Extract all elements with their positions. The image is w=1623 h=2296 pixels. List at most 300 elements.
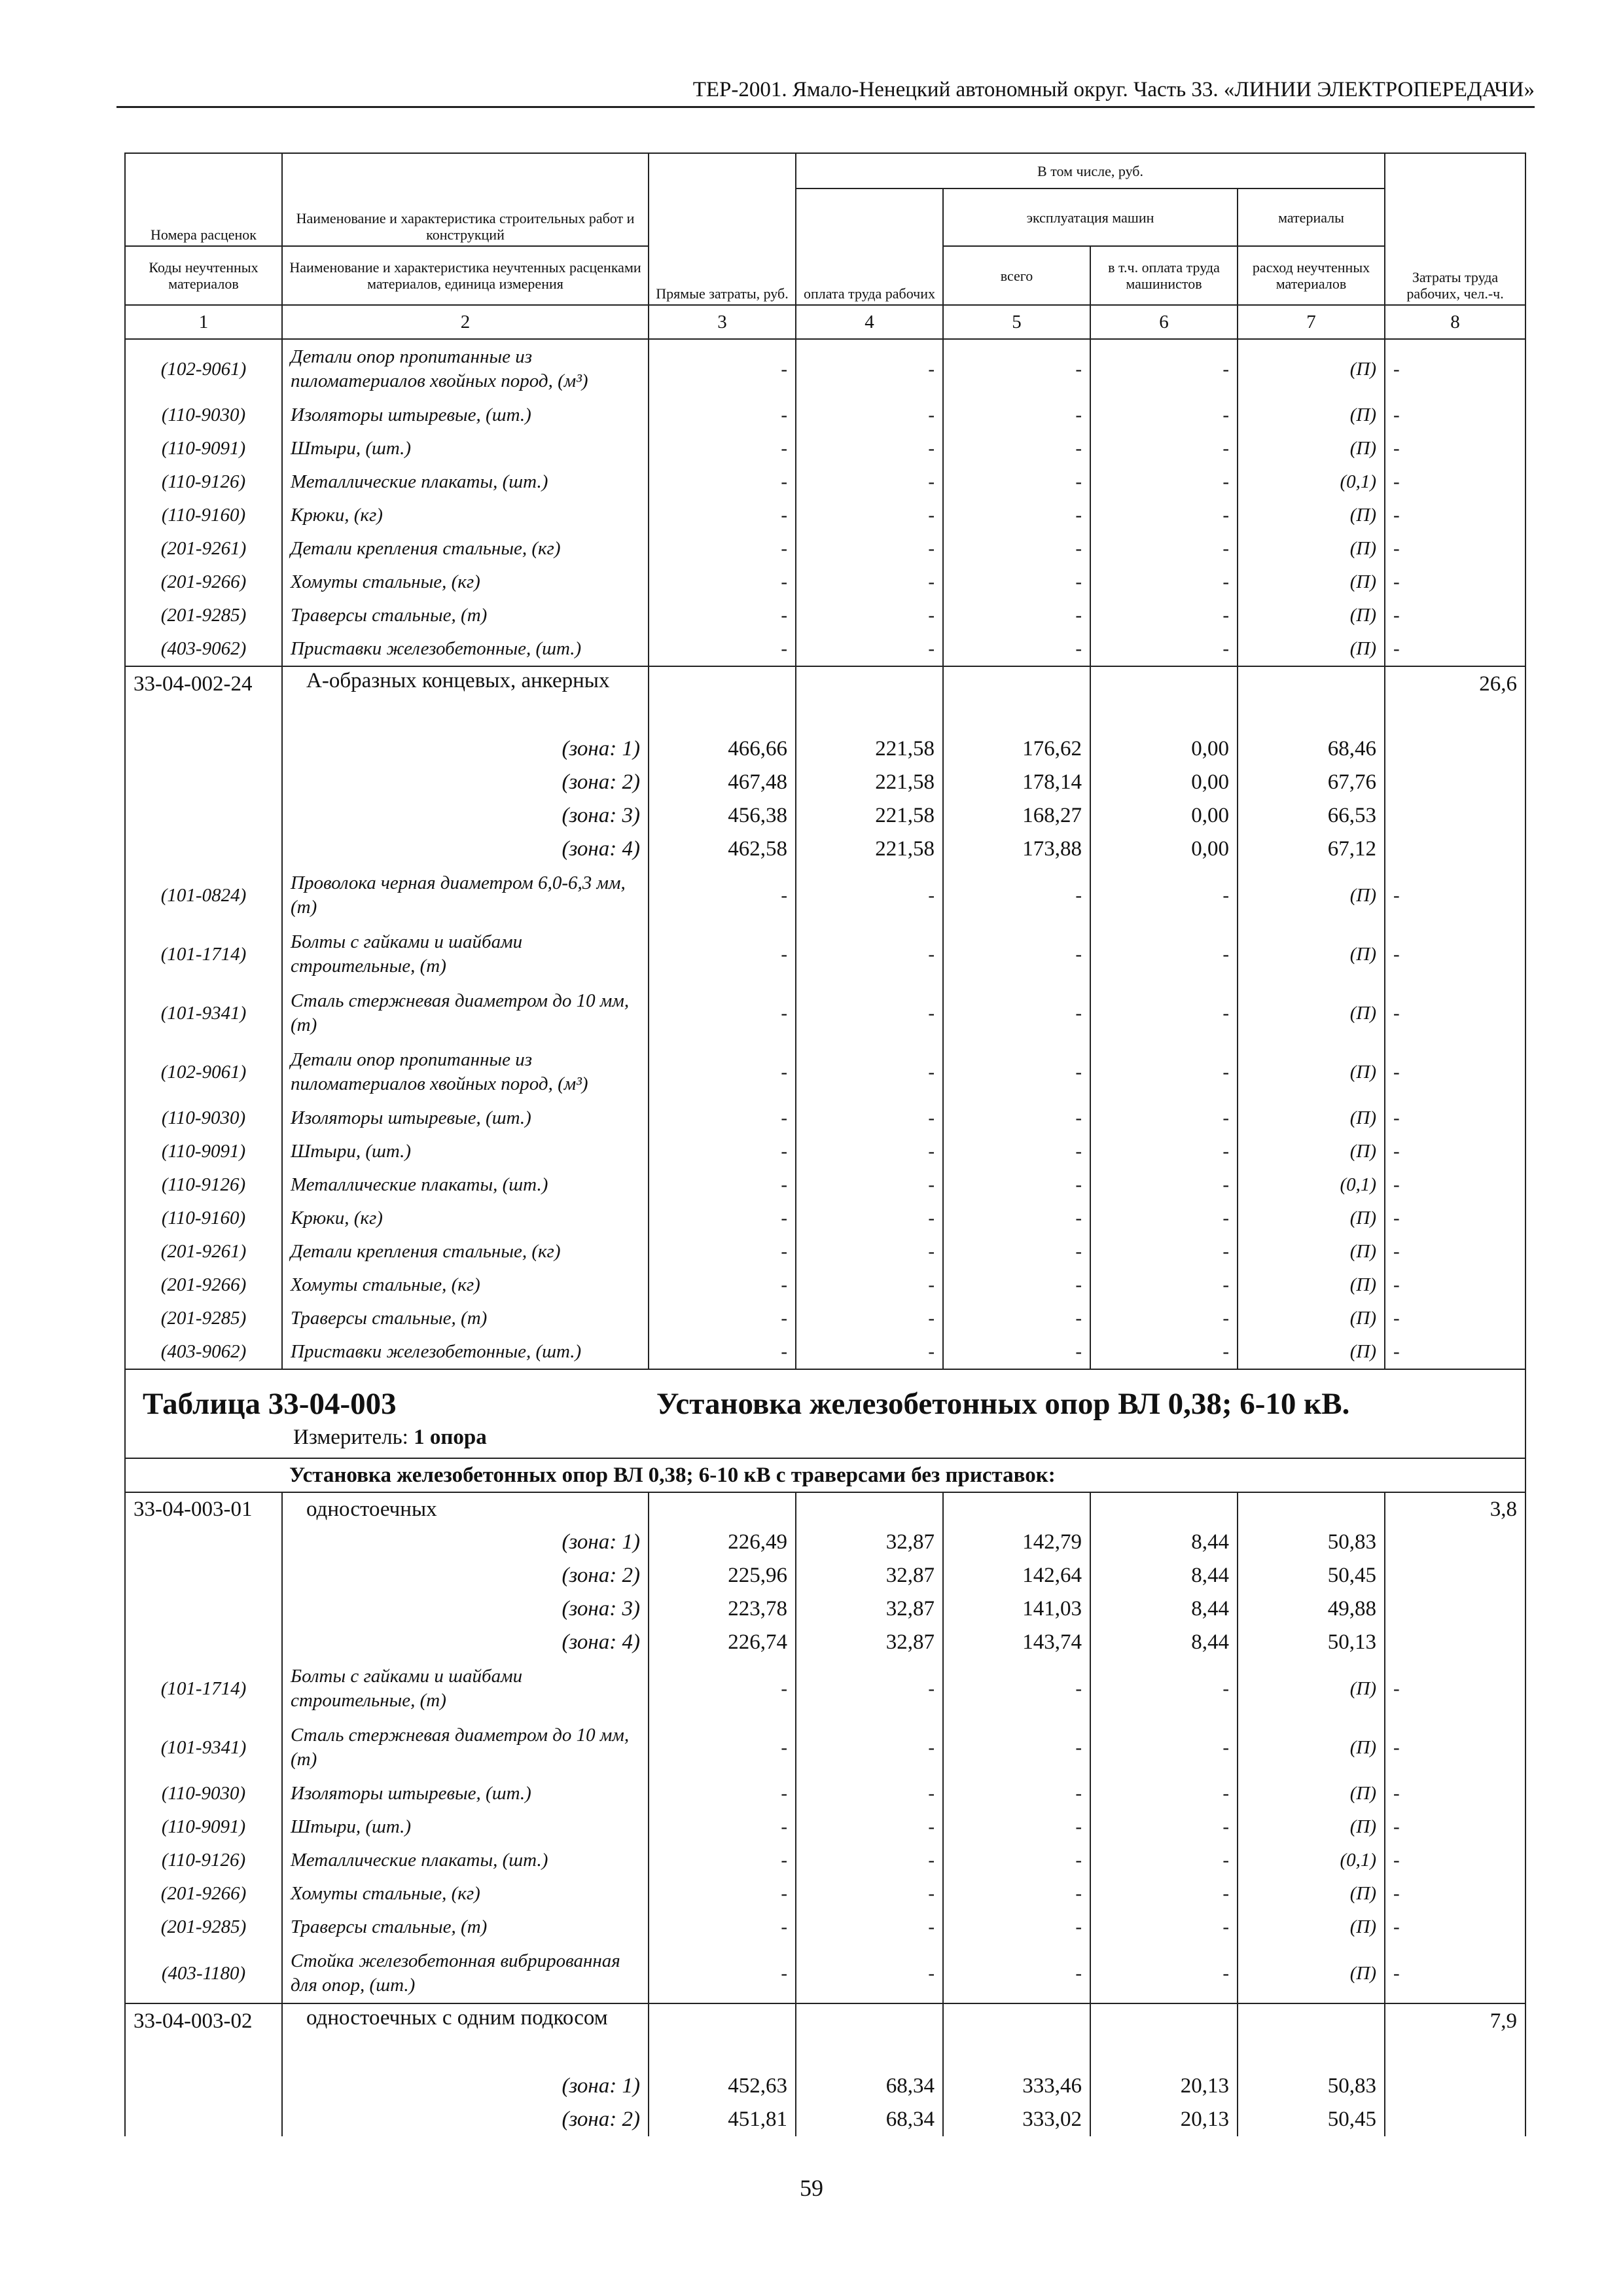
dash-cell: - [1385,1944,1525,2003]
zone-mat: 68,46 [1238,732,1385,766]
dash-cell: - [943,1844,1090,1877]
rate-code: 33-04-003-01 [125,1492,282,1526]
material-code: (110-9030) [125,1777,282,1810]
dash-cell: - [649,1718,796,1777]
empty-cell [1385,1592,1525,1626]
zone-mat: 50,13 [1238,1626,1385,1659]
meter-value: 1 опора [414,1425,487,1449]
dash-cell: - [1385,565,1525,599]
dash-cell: - [796,339,943,399]
empty-cell [1385,1626,1525,1659]
dash-cell: - [1090,499,1238,532]
dash-cell: - [1090,1135,1238,1168]
material-qty: (П) [1238,599,1385,632]
dash-cell: - [1385,1810,1525,1844]
material-code: (110-9126) [125,1844,282,1877]
dash-cell: - [796,1659,943,1718]
dash-cell: - [943,1910,1090,1944]
material-name: Детали опор пропитанные из пиломатериалов хвойных пород, (м³) [282,339,649,399]
material-qty: (П) [1238,1202,1385,1235]
dash-cell: - [1090,1043,1238,1102]
zone-pay: 221,58 [796,799,943,833]
material-code: (110-9091) [125,1135,282,1168]
dash-cell: - [943,1335,1090,1369]
dash-cell: - [649,1877,796,1910]
dash-cell: - [1385,1202,1525,1235]
material-code: (201-9261) [125,532,282,565]
dash-cell: - [1385,1659,1525,1718]
dash-cell: - [1385,1335,1525,1369]
material-code: (110-9160) [125,499,282,532]
dash-cell: - [1385,1235,1525,1268]
dash-cell: - [943,432,1090,465]
material-qty: (П) [1238,432,1385,465]
rate-row [125,1492,1525,1526]
zone-direct: 223,78 [649,1592,796,1626]
material-row [125,1810,1525,1844]
material-row [125,599,1525,632]
dash-cell: - [649,339,796,399]
material-name: Проволока черная диаметром 6,0-6,3 мм, (т) [282,866,649,925]
dash-cell: - [943,565,1090,599]
material-row [125,1268,1525,1302]
zone-mach: 173,88 [943,833,1090,866]
zone-row [125,1592,1525,1626]
zone-row [125,1626,1525,1659]
zone-pay: 221,58 [796,732,943,766]
dash-cell: - [1090,532,1238,565]
material-qty: (П) [1238,1268,1385,1302]
dash-cell: - [649,1043,796,1102]
dash-cell: - [1090,1659,1238,1718]
zone-row [125,799,1525,833]
dash-cell: - [943,1102,1090,1135]
material-name: Траверсы стальные, (т) [282,1302,649,1335]
dash-cell: - [943,1659,1090,1718]
dash-cell: - [1385,984,1525,1043]
rate-name: А-образных концевых, анкерных [282,666,649,732]
material-name: Хомуты стальные, (кг) [282,1877,649,1910]
dash-cell: - [1385,1877,1525,1910]
material-qty: (П) [1238,399,1385,432]
dash-cell: - [943,866,1090,925]
dash-cell: - [1385,1777,1525,1810]
zone-pay: 221,58 [796,833,943,866]
empty-cell [1385,1526,1525,1559]
zone-mat: 49,88 [1238,1592,1385,1626]
dash-cell: - [1090,1202,1238,1235]
material-name: Металлические плакаты, (шт.) [282,1168,649,1202]
dash-cell: - [796,532,943,565]
material-name: Металлические плакаты, (шт.) [282,465,649,499]
material-name: Изоляторы штыревые, (шт.) [282,1777,649,1810]
empty-cell [125,1526,282,1559]
zone-direct: 226,49 [649,1526,796,1559]
material-name: Траверсы стальные, (т) [282,599,649,632]
dash-cell: - [649,1202,796,1235]
material-code: (201-9266) [125,1877,282,1910]
dash-cell: - [943,925,1090,984]
dash-cell: - [943,1043,1090,1102]
dash-cell: - [649,984,796,1043]
material-qty: (П) [1238,1944,1385,2003]
zone-row [125,833,1525,866]
rate-row [125,2003,1525,2070]
empty-cell [1090,2003,1238,2070]
zone-mat: 67,76 [1238,766,1385,799]
material-code: (110-9160) [125,1202,282,1235]
dash-cell: - [649,1777,796,1810]
material-qty: (П) [1238,1877,1385,1910]
dash-cell: - [943,465,1090,499]
rate-code: 33-04-003-02 [125,2003,282,2070]
material-row [125,1168,1525,1202]
col1-header-top: Номера расценок [125,153,282,246]
empty-cell [649,666,796,732]
material-name: Траверсы стальные, (т) [282,1910,649,1944]
zone-row [125,1559,1525,1592]
dash-cell: - [796,1910,943,1944]
material-code: (403-1180) [125,1944,282,2003]
zone-machpay: 8,44 [1090,1526,1238,1559]
col8-header: Затраты труда рабочих, чел.-ч. [1385,153,1525,305]
dash-cell: - [796,499,943,532]
dash-cell: - [943,339,1090,399]
col4-header: оплата труда рабочих [796,188,943,305]
dash-cell: - [1385,632,1525,666]
material-code: (101-1714) [125,1659,282,1718]
material-row [125,1335,1525,1369]
col-number: 2 [282,305,649,339]
material-code: (110-9030) [125,399,282,432]
dash-cell: - [1385,1168,1525,1202]
dash-cell: - [1385,499,1525,532]
material-code: (102-9061) [125,339,282,399]
material-code: (110-9126) [125,1168,282,1202]
page-header: ТЕР-2001. Ямало-Ненецкий автономный округ. Часть 33. «ЛИНИИ ЭЛЕКТРОПЕРЕДАЧИ» [116,73,1535,108]
dash-cell: - [1090,1910,1238,1944]
material-row [125,866,1525,925]
empty-cell [1238,666,1385,732]
material-row [125,1302,1525,1335]
empty-cell [649,1492,796,1526]
table-title-block [125,1369,1525,1458]
zone-label: (зона: 2) [282,766,649,799]
dash-cell: - [1090,1944,1238,2003]
material-qty: (П) [1238,984,1385,1043]
dash-cell: - [1090,1844,1238,1877]
dash-cell: - [943,599,1090,632]
dash-cell: - [1090,599,1238,632]
zone-mach: 143,74 [943,1626,1090,1659]
material-code: (201-9285) [125,1302,282,1335]
material-name: Штыри, (шт.) [282,1135,649,1168]
zone-machpay: 8,44 [1090,1626,1238,1659]
dash-cell: - [649,1135,796,1168]
dash-cell: - [1090,1810,1238,1844]
material-code: (403-9062) [125,632,282,666]
zone-direct: 456,38 [649,799,796,833]
dash-cell: - [1090,399,1238,432]
zone-direct: 225,96 [649,1559,796,1592]
dash-cell: - [796,432,943,465]
zone-mach: 168,27 [943,799,1090,833]
material-name: Крюки, (кг) [282,499,649,532]
material-name: Приставки железобетонные, (шт.) [282,632,649,666]
material-row [125,984,1525,1043]
material-row [125,399,1525,432]
zone-pay: 68,34 [796,2070,943,2103]
dash-cell: - [1090,1102,1238,1135]
table-subtitle: Установка железобетонных опор ВЛ 0,38; 6-10 кВ с траверсами без приставок: [125,1458,1525,1492]
zone-direct: 467,48 [649,766,796,799]
empty-cell [125,833,282,866]
material-qty: (П) [1238,499,1385,532]
zone-mat: 67,12 [1238,833,1385,866]
dash-cell: - [796,1043,943,1102]
dash-cell: - [649,1235,796,1268]
empty-cell [1385,732,1525,766]
dash-cell: - [796,1235,943,1268]
material-row [125,465,1525,499]
material-row [125,1102,1525,1135]
col-number: 1 [125,305,282,339]
zone-row [125,2070,1525,2103]
material-row [125,565,1525,599]
dash-cell: - [796,599,943,632]
col-number: 3 [649,305,796,339]
dash-cell: - [796,1302,943,1335]
empty-cell [125,799,282,833]
dash-cell: - [1385,432,1525,465]
zone-mat: 50,45 [1238,1559,1385,1592]
rate-row [125,666,1525,732]
machines-header: эксплуатация машин [943,188,1238,246]
zone-label: (зона: 3) [282,799,649,833]
dash-cell: - [796,1718,943,1777]
col1-header-bottom: Коды неучтенных материалов [125,246,282,305]
dash-cell: - [649,565,796,599]
dash-cell: - [1090,984,1238,1043]
dash-cell: - [649,1102,796,1135]
zone-mat: 66,53 [1238,799,1385,833]
dash-cell: - [943,632,1090,666]
dash-cell: - [943,1777,1090,1810]
material-name: Изоляторы штыревые, (шт.) [282,399,649,432]
dash-cell: - [796,1777,943,1810]
material-code: (201-9266) [125,1268,282,1302]
empty-cell [125,2103,282,2136]
table-name: Установка железобетонных опор ВЛ 0,38; 6-10 кВ. [656,1386,1350,1421]
zone-pay: 32,87 [796,1526,943,1559]
material-code: (102-9061) [125,1043,282,1102]
empty-cell [125,1592,282,1626]
material-code: (201-9266) [125,565,282,599]
dash-cell: - [1385,599,1525,632]
empty-cell [1385,2070,1525,2103]
zone-machpay: 8,44 [1090,1559,1238,1592]
zone-mach: 176,62 [943,732,1090,766]
page-number: 59 [800,2175,823,2201]
zone-mach: 142,79 [943,1526,1090,1559]
empty-cell [125,766,282,799]
material-code: (201-9285) [125,599,282,632]
dash-cell: - [1385,532,1525,565]
dash-cell: - [1385,1102,1525,1135]
zone-label: (зона: 2) [282,1559,649,1592]
material-row [125,1877,1525,1910]
rate-name: одностоечных с одним подкосом [282,2003,649,2070]
material-name: Штыри, (шт.) [282,432,649,465]
material-row [125,925,1525,984]
dash-cell: - [943,532,1090,565]
dash-cell: - [649,1810,796,1844]
material-qty: (0,1) [1238,1168,1385,1202]
zone-mat: 50,83 [1238,2070,1385,2103]
zone-row [125,2103,1525,2136]
zone-mat: 50,45 [1238,2103,1385,2136]
empty-cell [1385,2103,1525,2136]
dash-cell: - [943,1877,1090,1910]
zone-machpay: 20,13 [1090,2070,1238,2103]
price-table [124,152,1526,2136]
dash-cell: - [649,1302,796,1335]
materials-header: материалы [1238,188,1385,246]
material-qty: (П) [1238,1302,1385,1335]
material-qty: (П) [1238,1777,1385,1810]
dash-cell: - [796,1268,943,1302]
material-name: Приставки железобетонные, (шт.) [282,1335,649,1369]
dash-cell: - [943,1718,1090,1777]
zone-label: (зона: 3) [282,1592,649,1626]
dash-cell: - [943,1302,1090,1335]
material-row [125,1718,1525,1777]
empty-cell [796,1492,943,1526]
dash-cell: - [796,1335,943,1369]
dash-cell: - [1090,1235,1238,1268]
material-qty: (П) [1238,1910,1385,1944]
dash-cell: - [796,1877,943,1910]
material-qty: (П) [1238,1659,1385,1718]
empty-cell [1385,833,1525,866]
dash-cell: - [1090,565,1238,599]
dash-cell: - [796,1810,943,1844]
material-name: Хомуты стальные, (кг) [282,1268,649,1302]
material-name: Металлические плакаты, (шт.) [282,1844,649,1877]
dash-cell: - [1090,1335,1238,1369]
dash-cell: - [796,925,943,984]
zone-machpay: 20,13 [1090,2103,1238,2136]
meter-label: Измеритель: [293,1425,408,1449]
empty-cell [125,2070,282,2103]
material-name: Болты с гайками и шайбами строительные, (т) [282,925,649,984]
material-row [125,1777,1525,1810]
zone-machpay: 0,00 [1090,799,1238,833]
zone-label: (зона: 1) [282,732,649,766]
material-row [125,499,1525,532]
zone-machpay: 0,00 [1090,766,1238,799]
dash-cell: - [649,632,796,666]
dash-cell: - [796,1135,943,1168]
col6-header: в т.ч. оплата труда машинистов [1090,246,1238,305]
zone-pay: 221,58 [796,766,943,799]
dash-cell: - [649,866,796,925]
material-code: (110-9030) [125,1102,282,1135]
empty-cell [125,1626,282,1659]
dash-cell: - [796,984,943,1043]
material-code: (110-9091) [125,1810,282,1844]
dash-cell: - [1090,1302,1238,1335]
material-code: (110-9091) [125,432,282,465]
material-code: (201-9261) [125,1235,282,1268]
dash-cell: - [649,1659,796,1718]
dash-cell: - [796,399,943,432]
material-qty: (П) [1238,1810,1385,1844]
dash-cell: - [1090,866,1238,925]
dash-cell: - [796,1944,943,2003]
zone-label: (зона: 2) [282,2103,649,2136]
dash-cell: - [1385,1302,1525,1335]
included-header: В том числе, руб. [796,153,1385,188]
dash-cell: - [649,1910,796,1944]
dash-cell: - [1385,866,1525,925]
material-qty: (П) [1238,339,1385,399]
material-name: Детали крепления стальные, (кг) [282,1235,649,1268]
material-qty: (П) [1238,1718,1385,1777]
material-row [125,1043,1525,1102]
dash-cell: - [649,432,796,465]
dash-cell: - [796,1202,943,1235]
material-code: (101-9341) [125,984,282,1043]
empty-cell [649,2003,796,2070]
material-row [125,532,1525,565]
dash-cell: - [649,1268,796,1302]
empty-cell [796,666,943,732]
dash-cell: - [1090,1268,1238,1302]
empty-cell [943,666,1090,732]
dash-cell: - [796,1844,943,1877]
dash-cell: - [796,1102,943,1135]
dash-cell: - [943,1135,1090,1168]
zone-row [125,766,1525,799]
labor-cost: 26,6 [1385,666,1525,732]
empty-cell [1385,799,1525,833]
dash-cell: - [943,499,1090,532]
material-name: Сталь стержневая диаметром до 10 мм, (т) [282,1718,649,1777]
dash-cell: - [1385,1844,1525,1877]
empty-cell [943,1492,1090,1526]
col-number: 7 [1238,305,1385,339]
table-number: Таблица 33-04-003 [143,1386,397,1421]
rate-code: 33-04-002-24 [125,666,282,732]
zone-direct: 226,74 [649,1626,796,1659]
table-subtitle-row [125,1458,1525,1492]
material-name: Сталь стержневая диаметром до 10 мм, (т) [282,984,649,1043]
dash-cell: - [649,499,796,532]
material-qty: (П) [1238,1043,1385,1102]
dash-cell: - [1090,632,1238,666]
material-qty: (П) [1238,1235,1385,1268]
material-row [125,339,1525,399]
dash-cell: - [1385,1718,1525,1777]
empty-cell [1385,1559,1525,1592]
dash-cell: - [943,1944,1090,2003]
dash-cell: - [1385,1910,1525,1944]
dash-cell: - [1385,465,1525,499]
material-code: (101-9341) [125,1718,282,1777]
material-qty: (П) [1238,1335,1385,1369]
material-code: (101-1714) [125,925,282,984]
